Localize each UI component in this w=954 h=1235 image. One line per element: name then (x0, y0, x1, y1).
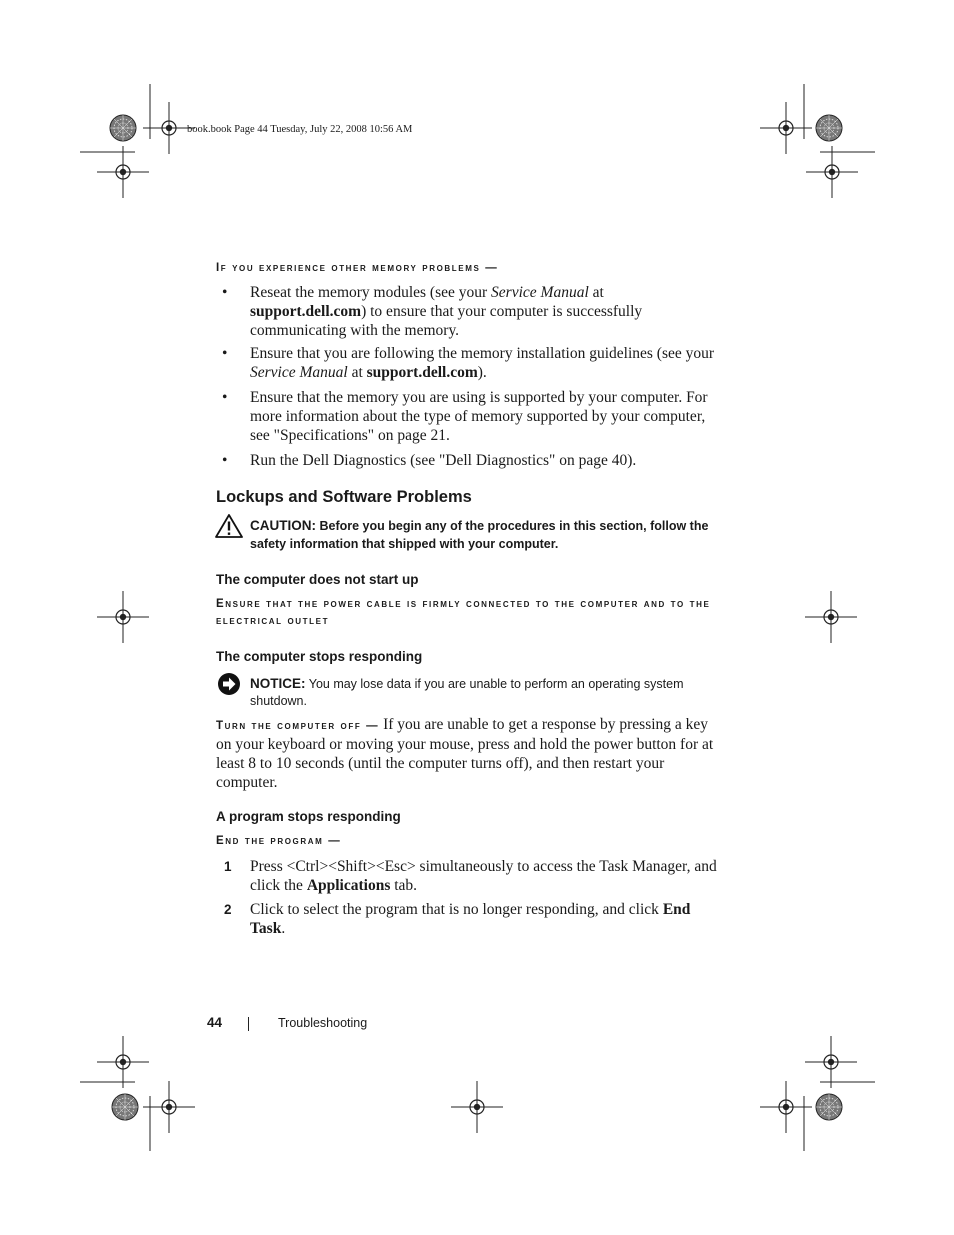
end-task-ref: End Task (250, 901, 691, 937)
notice-text: You may lose data if you are unable to perform an operating system shutdown. (250, 677, 684, 708)
applications-tab-ref: Applications (306, 877, 391, 894)
step-number: 2 (224, 902, 232, 917)
bullet-text: Reseat the memory modules (see your (250, 284, 492, 301)
bullet-mark: • (222, 345, 228, 362)
bullet-text: at (588, 284, 604, 301)
memory-bullet-4 (222, 451, 717, 470)
caution-text: Before you begin any of the procedures in this section, follow the safety information that shipped with your computer. (250, 519, 709, 551)
action-rest: nd the program — (225, 835, 342, 847)
memory-bullet-1 (222, 283, 717, 340)
action-rest: urn the computer off — (224, 720, 380, 732)
step-2 (224, 900, 719, 938)
bullet-text: Ensure that the memory you are using is supported by your computer. For more information about the type of memory supported by your computer, see "Specifications" on page 21. (250, 389, 708, 444)
stops-responding-subheading: The computer stops responding (216, 649, 423, 664)
step-text: Click to select the program that is no longer responding, and click (250, 901, 663, 918)
notice-arrow-icon (217, 672, 241, 696)
caution-note (250, 517, 720, 553)
step-text: Press <Ctrl><Shift><Esc> simultaneously to access the Task Manager, and click the (250, 858, 717, 894)
footer-section-label: Troubleshooting (278, 1016, 368, 1030)
section-title: Lockups and Software Problems (216, 488, 472, 506)
service-manual-ref: Service Manual (250, 364, 348, 381)
action-initial: E (216, 835, 226, 847)
footer-divider (248, 1017, 249, 1031)
step-number: 1 (224, 859, 232, 874)
notice-label: NOTICE: (250, 676, 306, 691)
service-manual-ref: Service Manual (491, 284, 589, 301)
memory-bullet-2 (222, 344, 717, 382)
bullet-text: Run the Dell Diagnostics (see "Dell Diagnostics" on page 40). (250, 452, 637, 469)
step-1 (224, 857, 719, 895)
action-initial: E (216, 598, 226, 610)
bullet-text: Ensure that you are following the memory installation guidelines (see your (250, 345, 715, 362)
step-text: tab. (390, 877, 418, 894)
notice-note (250, 675, 720, 710)
no-start-subheading: The computer does not start up (216, 572, 419, 587)
memory-problems-heading (216, 260, 498, 277)
end-program-action (216, 833, 341, 850)
turn-off-action (216, 720, 379, 732)
support-site-ref: support.dell.com (366, 364, 478, 381)
memory-heading-initial: I (216, 262, 221, 274)
bullet-text: at (347, 364, 367, 381)
memory-bullet-3 (222, 388, 717, 445)
caution-warning-icon (215, 514, 243, 538)
memory-heading-rest: f you experience other memory problems — (220, 262, 499, 274)
bullet-text: ). (477, 364, 487, 381)
registration-star-top-left (110, 115, 136, 141)
bullet-mark: • (222, 284, 228, 301)
caution-label: CAUTION: (250, 518, 316, 533)
action-initial: T (216, 720, 225, 732)
bullet-mark: • (222, 452, 228, 469)
page-number: 44 (207, 1015, 223, 1030)
no-start-action (216, 596, 716, 630)
bullet-text: ) to ensure that your computer is successfully communicating with the memory. (250, 303, 643, 339)
action-rest: nsure that the power cable is firmly connected to the computer and to the electrical outlet (216, 598, 711, 627)
turn-off-paragraph (216, 715, 716, 792)
bullet-mark: • (222, 389, 228, 406)
program-stops-subheading: A program stops responding (216, 809, 401, 824)
turn-off-text: If you are unable to get a response by pressing a key on your keyboard or moving your mouse, press and hold the power button for at least 8 to 10 seconds (until the computer turns off), and then restart your computer. (216, 716, 714, 791)
print-slug: book.book Page 44 Tuesday, July 22, 2008 10:56 AM (187, 124, 413, 135)
support-site-ref: support.dell.com (250, 303, 362, 320)
step-text: . (281, 920, 286, 937)
